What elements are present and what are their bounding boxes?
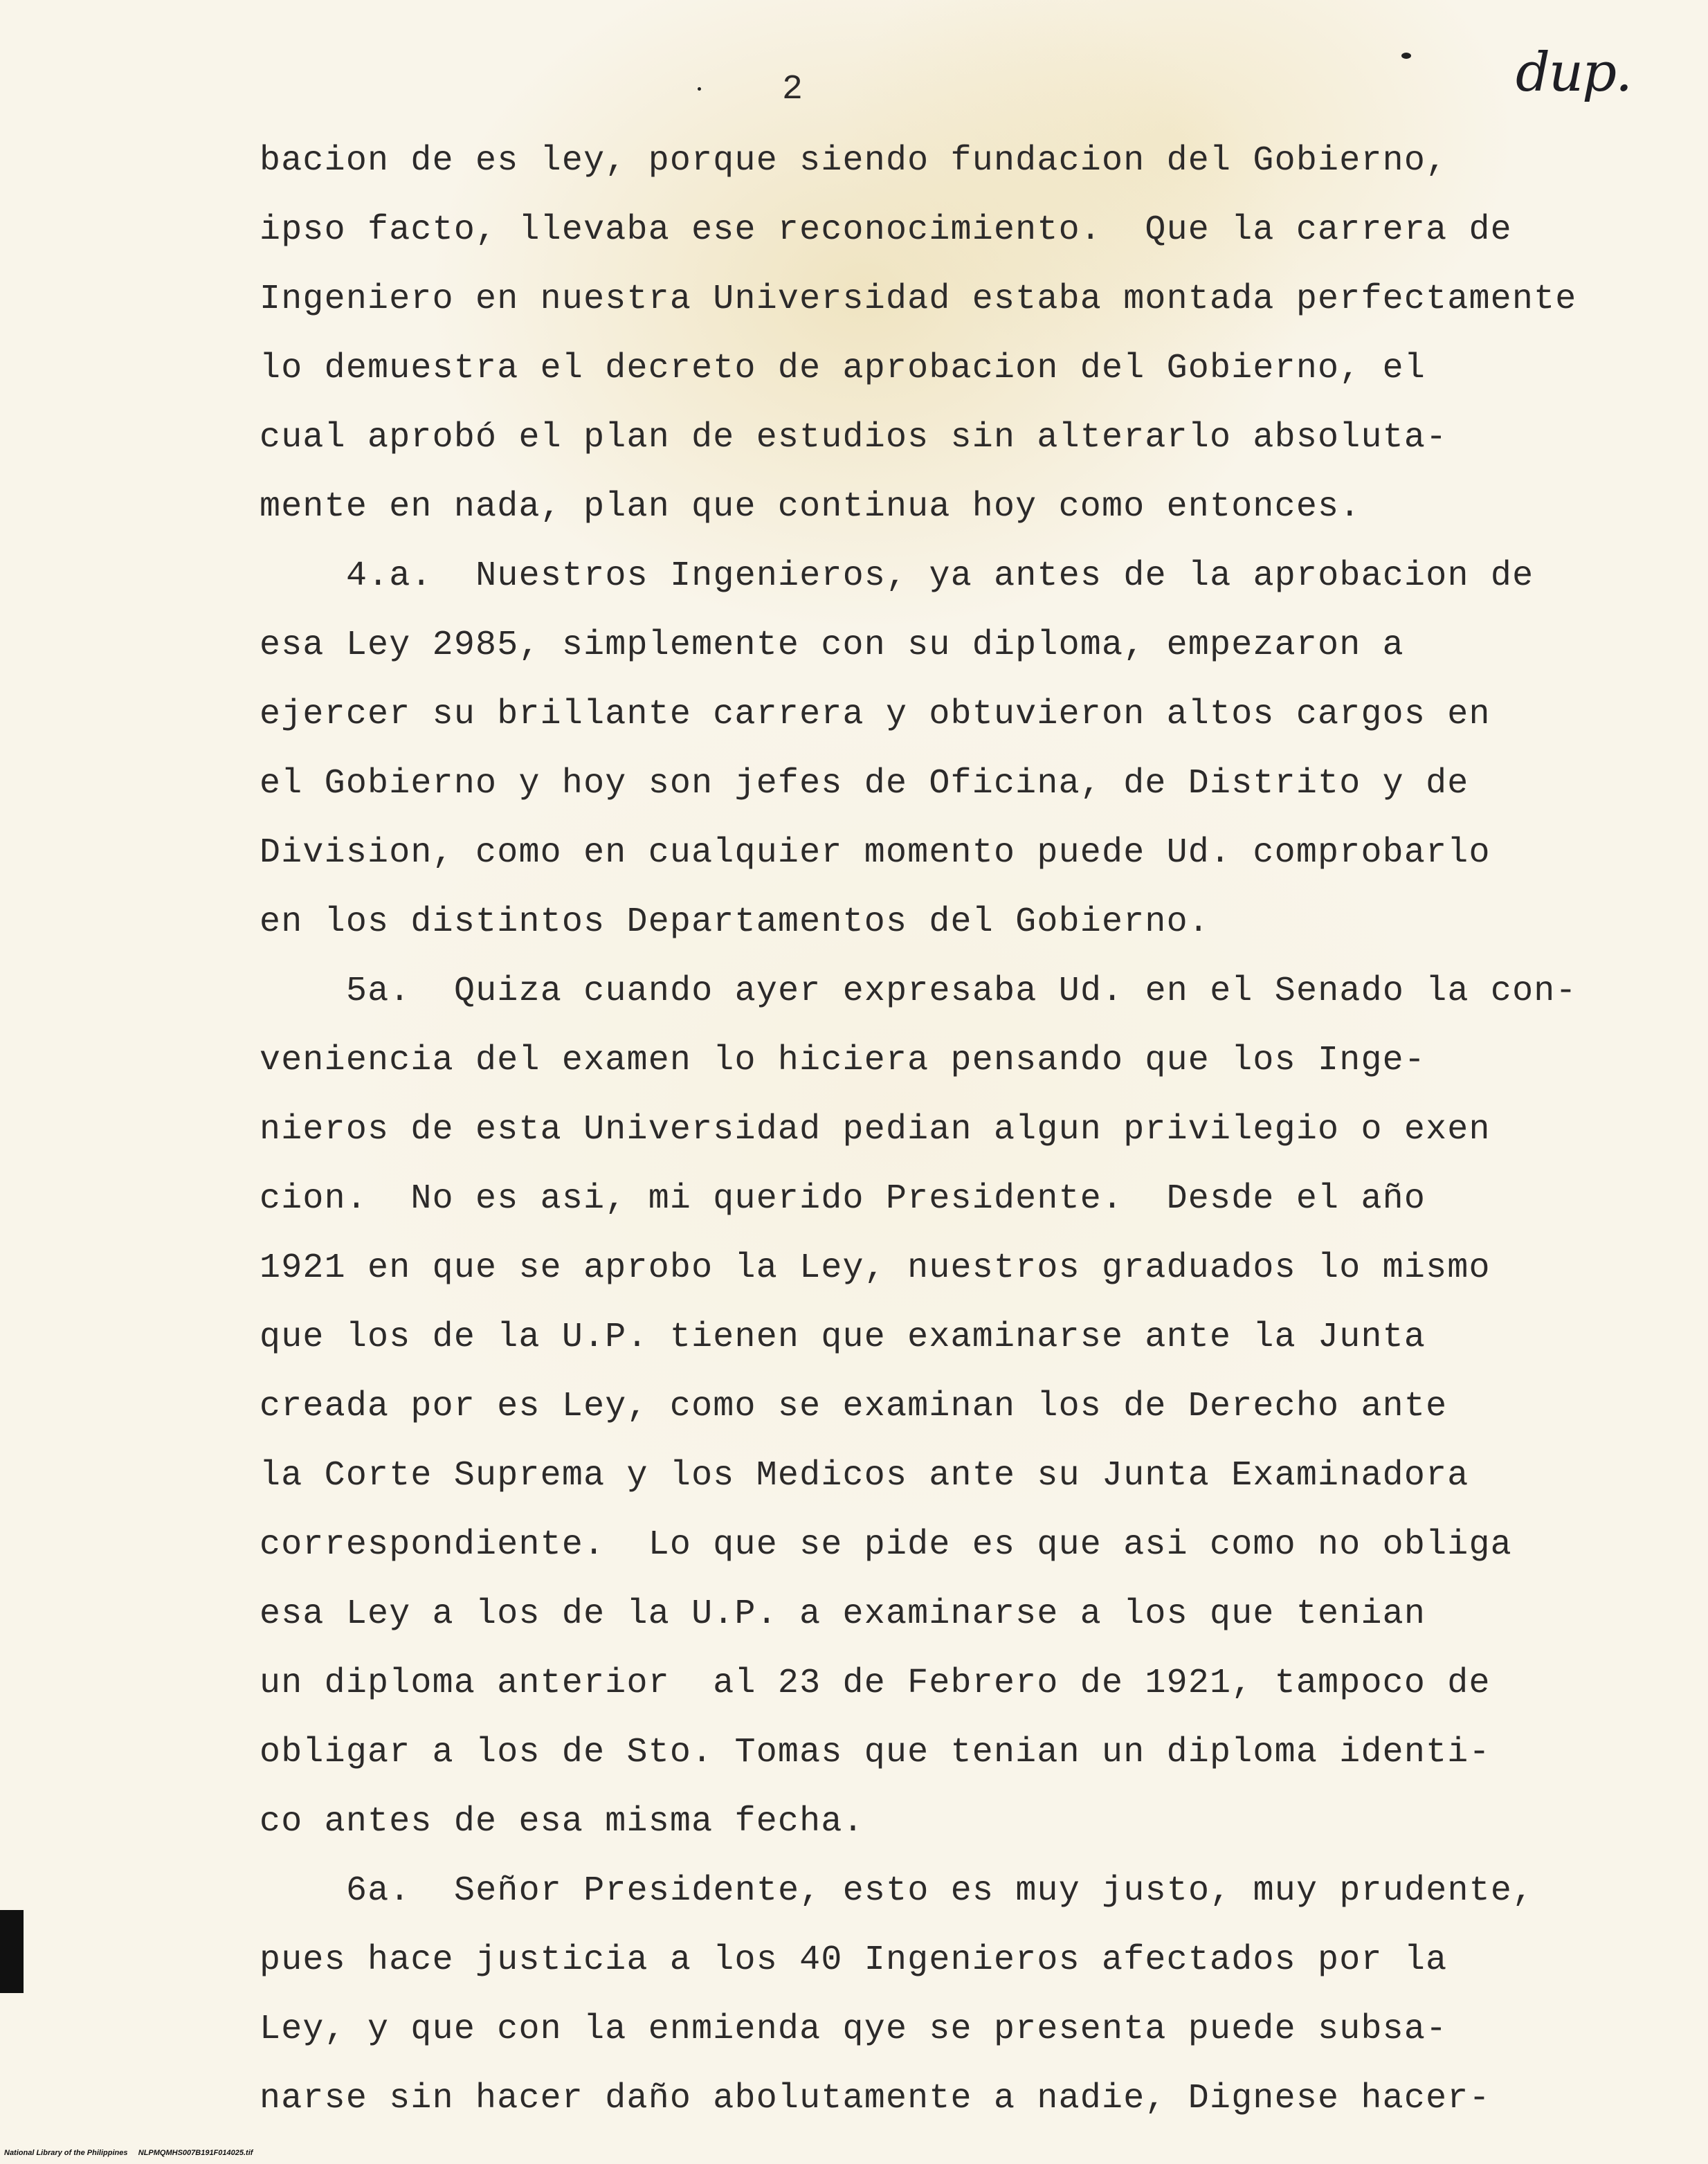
text-line: en los distintos Departamentos del Gobierno. bbox=[260, 902, 1210, 942]
text-line: obligar a los de Sto. Tomas que tenian un diploma identi- bbox=[260, 1733, 1491, 1772]
text-line: un diploma anterior al 23 de Febrero de 1921, tampoco de bbox=[260, 1664, 1491, 1703]
text-line: ipso facto, llevaba ese reconocimiento. Que la carrera de bbox=[260, 210, 1512, 250]
text-line: que los de la U.P. tienen que examinarse ante la Junta bbox=[260, 1318, 1426, 1357]
text-line: cion. No es asi, mi querido Presidente. Desde el año bbox=[260, 1179, 1426, 1219]
text-line: la Corte Suprema y los Medicos ante su Junta Examinadora bbox=[260, 1456, 1469, 1495]
text-line: creada por es Ley, como se examinan los de Derecho ante bbox=[260, 1387, 1448, 1426]
text-line: nieros de esta Universidad pedian algun privilegio o exen bbox=[260, 1110, 1491, 1149]
text-line: esa Ley 2985, simplemente con su diploma, empezaron a bbox=[260, 626, 1404, 665]
text-line: Division, como en cualquier momento puede Ud. comprobarlo bbox=[260, 833, 1491, 873]
text-line: bacion de es ley, porque siendo fundacion del Gobierno, bbox=[260, 141, 1448, 181]
ink-dot bbox=[1401, 53, 1411, 59]
text-line: narse sin hacer daño abolutamente a nadie, Dignese hacer- bbox=[260, 2079, 1491, 2118]
text-line: Ley, y que con la enmienda qye se presenta puede subsa- bbox=[260, 2010, 1448, 2049]
text-line: 1921 en que se aprobo la Ley, nuestros graduados lo mismo bbox=[260, 1248, 1491, 1288]
text-line: lo demuestra el decreto de aprobacion del Gobierno, el bbox=[260, 349, 1426, 388]
archive-footer: National Library of the Philippines NLPMQMHS007B191F014025.tif bbox=[4, 2149, 253, 2157]
text-line: co antes de esa misma fecha. bbox=[260, 1802, 864, 1842]
handwritten-note: dup. bbox=[1516, 42, 1631, 104]
paragraph-start-line: 5a. Quiza cuando ayer expresaba Ud. en el Senado la con- bbox=[346, 972, 1577, 1011]
text-line: mente en nada, plan que continua hoy como entonces. bbox=[260, 487, 1361, 527]
text-line: ejercer su brillante carrera y obtuvieron altos cargos en bbox=[260, 695, 1491, 734]
ink-dot bbox=[698, 87, 701, 91]
text-line: correspondiente. Lo que se pide es que asi como no obliga bbox=[260, 1525, 1512, 1565]
text-line: cual aprobó el plan de estudios sin alterarlo absoluta- bbox=[260, 418, 1448, 457]
scan-margin-mark bbox=[0, 1910, 24, 1993]
page-number: 2 bbox=[782, 70, 803, 109]
text-line: esa Ley a los de la U.P. a examinarse a los que tenian bbox=[260, 1594, 1426, 1634]
text-line: Ingeniero en nuestra Universidad estaba montada perfectamente bbox=[260, 280, 1577, 319]
text-line: el Gobierno y hoy son jefes de Oficina, de Distrito y de bbox=[260, 764, 1469, 803]
text-line: pues hace justicia a los 40 Ingenieros afectados por la bbox=[260, 1940, 1448, 1980]
paragraph-start-line: 4.a. Nuestros Ingenieros, ya antes de la aprobacion de bbox=[346, 556, 1534, 596]
paragraph-start-line: 6a. Señor Presidente, esto es muy justo, muy prudente, bbox=[346, 1871, 1534, 1911]
text-line: veniencia del examen lo hiciera pensando que los Inge- bbox=[260, 1041, 1426, 1080]
